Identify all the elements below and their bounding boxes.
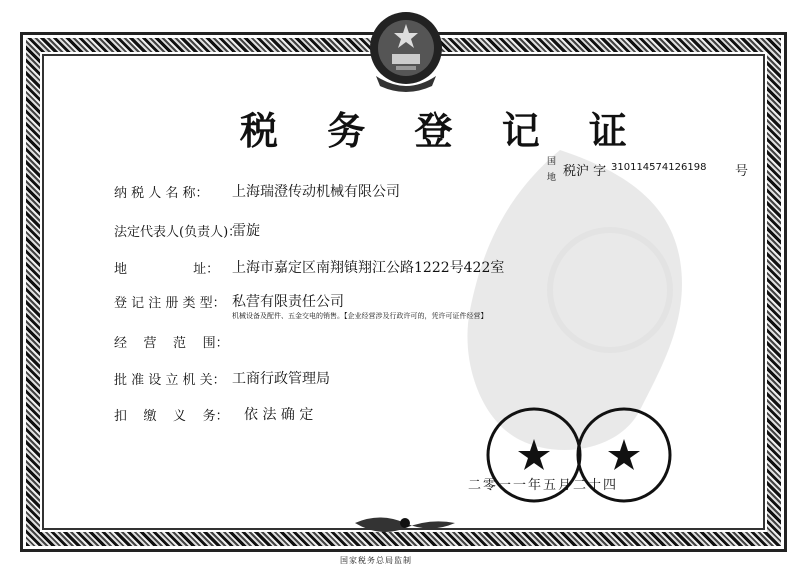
bottom-ornament-icon [355,512,455,534]
tax-number-prefix-local: 地 [547,173,557,183]
tax-number-label: 税沪 字 [563,164,607,179]
field-value-address: 上海市嘉定区南翔镇翔江公路1222号422室 [232,260,505,276]
field-value-registration-type: 私营有限责任公司 [232,294,344,310]
field-value-withholding-obligation: 依 法 确 定 [244,407,314,423]
field-value-taxpayer-name: 上海瑞澄传动机械有限公司 [232,184,400,200]
field-label-address: 地 址： [114,262,220,277]
tax-number-prefix-national: 国 [547,157,557,167]
footer-issuer: 国家税务总局监制 [340,556,412,565]
business-scope-text: 机械设备及配件、五金交电的销售。【企业经营涉及行政许可的，凭许可证件经营】 [232,312,488,320]
field-label-taxpayer-name: 纳 税 人 名 称： [114,186,209,201]
field-label-approval-authority: 批 准 设 立 机 关： [114,373,226,388]
national-emblem-icon [366,6,446,92]
field-value-approval-authority: 工商行政管理局 [232,371,330,387]
field-value-legal-representative: 雷旋 [232,223,260,239]
field-label-withholding-obligation: 扣 缴 义 务： [114,409,229,424]
certificate-title: 税 务 登 记 证 [240,108,645,153]
field-label-registration-type: 登 记 注 册 类 型： [114,296,226,311]
field-label-legal-representative: 法定代表人(负责人)： [114,225,242,240]
field-label-business-scope: 经 营 范 围： [114,336,229,351]
issue-date: 二零一一年五月二十四 [468,478,619,493]
tax-number-suffix: 号 [735,164,749,179]
tax-number-value: 310114574126198 [611,162,707,173]
